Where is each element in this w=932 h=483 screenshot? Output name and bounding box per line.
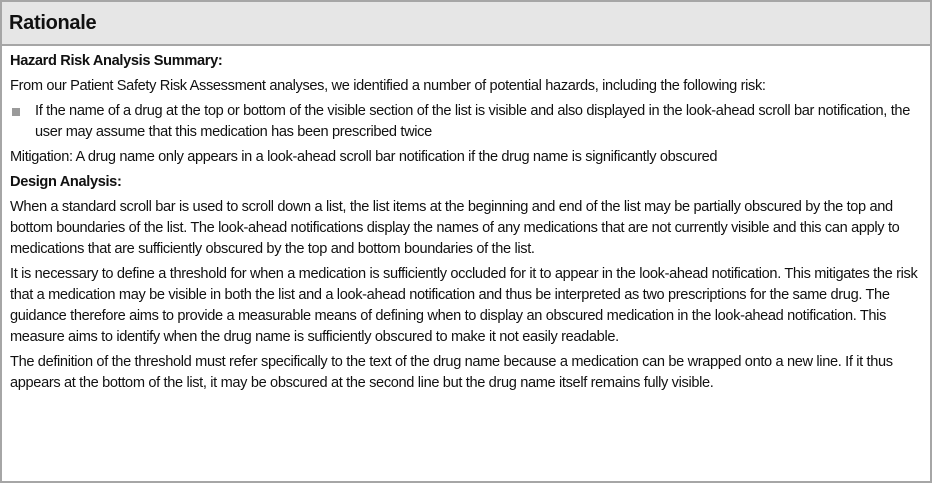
hazard-intro: From our Patient Safety Risk Assessment analyses, we identified a number of potential hazards, including the following risk: xyxy=(10,78,766,94)
design-paragraph: It is necessary to define a threshold for when a medication is sufficiently occluded for it to appear in the look-ahead notification. This mitigates the risk that a medication may be visible in both the list and a look-ahead notification and thus be interpreted as two prescriptions for the same drug. The guidance therefore aims to provide a measurable means of defining when to display an obscured medication in the look-ahead notification. This measure aims to identify when the drug name is sufficiently obscured to make it not easily readable. xyxy=(10,266,918,345)
panel-body xyxy=(2,46,930,394)
bullet-square-icon xyxy=(12,108,20,116)
list-item-text: If the name of a drug at the top or bottom of the visible section of the list is visible and also displayed in the look-ahead scroll bar notification, the user may assume that this medication has been prescribed twice xyxy=(35,103,910,140)
mitigation-text: Mitigation: A drug name only appears in a look-ahead scroll bar notification if the drug name is significantly obscured xyxy=(10,149,718,165)
design-heading: Design Analysis: xyxy=(10,174,122,190)
list-item xyxy=(10,101,922,143)
panel-header xyxy=(2,2,930,46)
design-paragraph: The definition of the threshold must refer specifically to the text of the drug name because a medication can be wrapped onto a new line. If it thus appears at the bottom of the list, it may be obscured at the second line but the drug name itself remains fully visible. xyxy=(10,354,893,391)
panel-title: Rationale xyxy=(9,11,97,34)
design-paragraph: When a standard scroll bar is used to scroll down a list, the list items at the beginning and end of the list may be partially obscured by the top and bottom boundaries of the list. The look-ahead notifications display the names of any medications that are not currently visible and this can apply to medications that are sufficiently obscured by the top and bottom boundaries of the list. xyxy=(10,199,900,257)
hazard-heading: Hazard Risk Analysis Summary: xyxy=(10,53,223,69)
